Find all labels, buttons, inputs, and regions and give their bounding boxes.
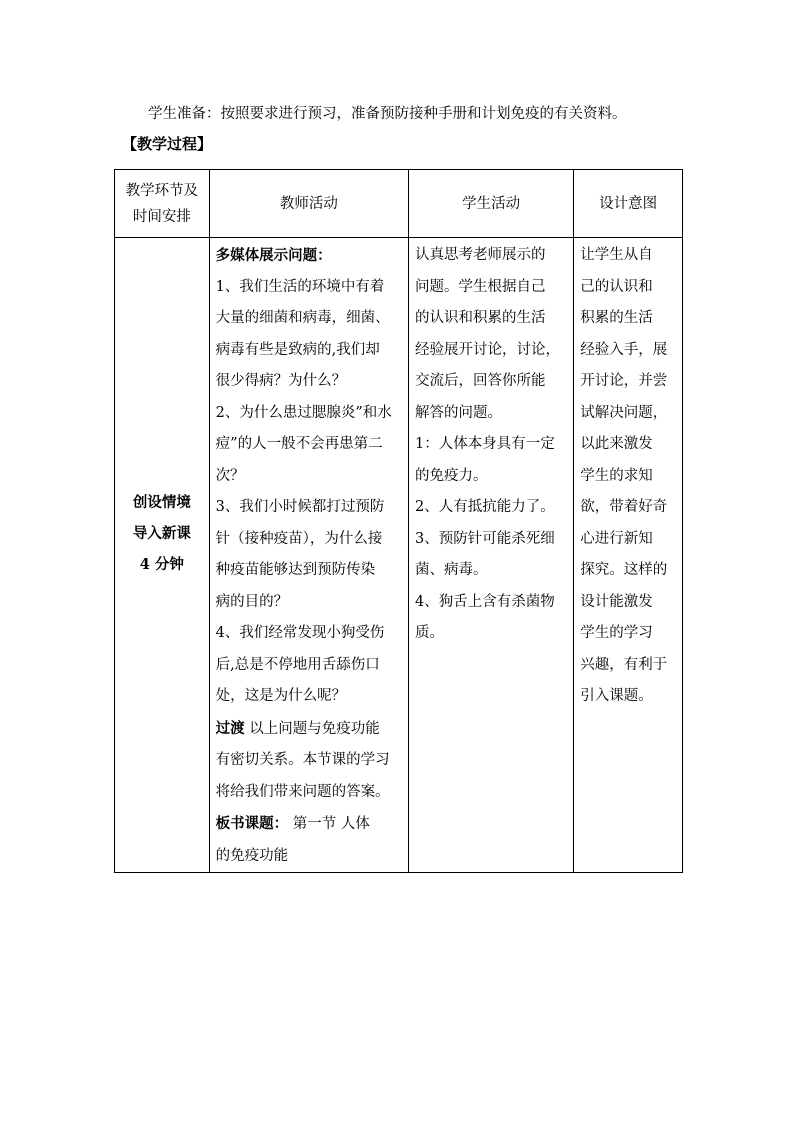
design-intent-line: 欲，带着好奇 <box>580 499 668 515</box>
question-line: 1、我们生活的环境中有着 <box>215 278 385 295</box>
question-line: 4、我们经常发现小狗受伤 <box>215 625 385 641</box>
design-intent-cell <box>574 238 683 873</box>
design-intent-line: 试解决问题， <box>580 404 668 421</box>
design-intent-line: 积累的生活 <box>580 310 653 326</box>
header-teacher-activity: 教师活动 <box>209 170 408 238</box>
transition-text: 有密切关系。本节课的学习 <box>215 752 390 768</box>
header-student-activity: 学生活动 <box>409 170 574 238</box>
header-stage-line-2: 时间安排 <box>132 208 191 225</box>
board-title-line <box>216 808 403 841</box>
table-header-row <box>115 170 683 238</box>
transition-label: 过渡 <box>215 719 245 737</box>
design-intent-line: 兴趣，有利于 <box>580 656 668 673</box>
design-intent-line: 经验入手，展 <box>580 341 668 358</box>
header-design-intent: 设计意图 <box>574 170 683 238</box>
student-activity-line: 1：人体本身具有一定 <box>415 436 555 452</box>
header-stage-line-1: 教学环节及 <box>125 182 199 199</box>
question-line: 种疫苗能够达到预防传染 <box>215 562 376 578</box>
design-intent-line: 以此来激发 <box>580 436 653 452</box>
teaching-process-heading: 【教学过程】 <box>122 135 213 153</box>
board-title-label: 板书课题： <box>215 815 289 832</box>
student-activity-line: 解答的问题。 <box>415 404 503 421</box>
question-line: 次？ <box>215 467 245 484</box>
student-activity-line: 经验展开讨论，讨论， <box>415 341 561 358</box>
transition-text: 将给我们带来问题的答案。 <box>215 783 390 800</box>
student-activity-line: 4、狗舌上含有杀菌物 <box>415 593 555 610</box>
stage-duration: 4 分钟 <box>139 555 184 573</box>
question-line: 处，这是为什么呢？ <box>215 688 347 704</box>
design-intent-line: 引入课题。 <box>580 688 653 704</box>
teacher-activity-cell <box>209 238 408 873</box>
student-activity-line: 的免疫力。 <box>415 467 488 484</box>
student-activity-line: 3、预防针可能杀死细 <box>415 530 555 547</box>
design-intent-line: 己的认识和 <box>580 278 653 295</box>
design-intent-line: 探究。这样的 <box>580 562 668 578</box>
question-line: 病的目的？ <box>215 593 289 610</box>
design-intent-line: 心进行新知 <box>580 530 653 547</box>
question-line: 痘”的人一般不会再患第二 <box>215 436 383 452</box>
board-title-text: 第一节 人体 <box>288 816 370 832</box>
table-row <box>115 238 683 873</box>
lesson-plan-table <box>114 169 683 873</box>
design-intent-line: 学生的求知 <box>580 467 653 484</box>
header-stage-time <box>115 170 210 238</box>
student-activity-line: 交流后，回答你所能 <box>415 373 546 389</box>
question-line: 后,总是不停地用舌舔伤口 <box>215 656 380 673</box>
transition-line <box>216 713 403 746</box>
question-line: 病毒有些是致病的,我们却 <box>215 341 380 358</box>
design-intent-line: 开讨论，并尝 <box>580 373 668 389</box>
design-intent-line: 设计能激发 <box>580 593 653 610</box>
question-line: 2、为什么患过腮腺炎”和水 <box>215 404 392 421</box>
board-title-text: 的免疫功能 <box>215 847 289 864</box>
transition-text: 以上问题与免疫功能 <box>244 720 380 737</box>
question-line: 很少得病？为什么？ <box>215 373 347 389</box>
question-line: 3、我们小时候都打过预防 <box>215 499 385 515</box>
student-preparation-text: 学生准备：按照要求进行预习，准备预防接种手册和计划免疫的有关资料。 <box>148 106 627 122</box>
question-line: 针（接种疫苗），为什么接 <box>215 530 383 547</box>
stage-cell <box>115 238 210 873</box>
student-activity-line: 2、人有抵抗能力了。 <box>415 499 555 515</box>
design-intent-line: 学生的学习 <box>580 625 653 641</box>
student-activity-line: 菌、病毒。 <box>415 562 488 578</box>
stage-line: 创设情境 <box>132 493 191 511</box>
student-activity-cell <box>409 238 574 873</box>
question-line: 大量的细菌和病毒，细菌、 <box>215 310 390 326</box>
stage-line: 导入新课 <box>132 524 191 542</box>
student-activity-line: 认真思考老师展示的 <box>415 247 546 263</box>
multimedia-label: 多媒体展示问题： <box>215 247 332 264</box>
design-intent-line: 让学生从自 <box>580 247 653 263</box>
student-activity-line: 问题。学生根据自己 <box>415 278 546 295</box>
student-activity-line: 质。 <box>415 625 445 641</box>
student-activity-line: 的认识和积累的生活 <box>415 310 546 326</box>
